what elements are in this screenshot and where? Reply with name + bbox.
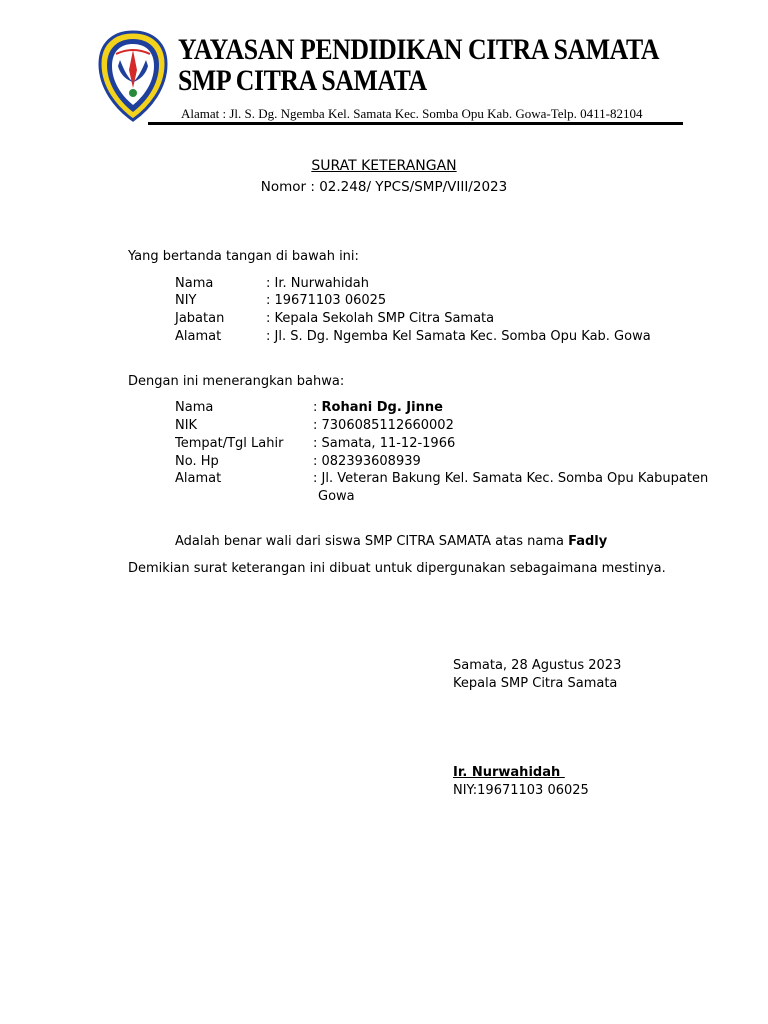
school-name: SMP CITRA SAMATA: [178, 64, 427, 97]
intro-text: Yang bertanda tangan di bawah ini:: [128, 249, 359, 264]
subject-birth-value: : Samata, 11-12-1966: [313, 436, 456, 451]
subject-nik-value: : 7306085112660002: [313, 418, 454, 433]
foundation-name: YAYASAN PENDIDIKAN CITRA SAMATA: [178, 33, 660, 66]
guardian-statement-text: Adalah benar wali dari siswa SMP CITRA SAMATA atas nama: [175, 534, 569, 549]
letter-title-text: SURAT KETERANGAN: [311, 158, 457, 174]
subject-name-colon: :: [313, 400, 322, 415]
signer-title: Kepala SMP Citra Samata: [453, 676, 618, 691]
signer-address-value: : Jl. S. Dg. Ngemba Kel Samata Kec. Somba Opu Kab. Gowa: [266, 329, 651, 344]
guardian-statement: [175, 533, 607, 551]
subject-address-value: : Jl. Veteran Bakung Kel. Samata Kec. Somba Opu Kabupaten: [313, 471, 709, 486]
student-name: Fadly: [568, 534, 608, 549]
subject-birth-label: Tempat/Tgl Lahir: [175, 436, 284, 451]
subject-address-label: Alamat: [175, 471, 222, 486]
subject-name-label: Nama: [175, 400, 214, 415]
subject-nik-label: NIK: [175, 418, 198, 433]
school-address: Alamat : Jl. S. Dg. Ngemba Kel. Samata Kec. Somba Opu Kab. Gowa-Telp. 0411-82104: [181, 106, 643, 121]
place-date: Samata, 28 Agustus 2023: [453, 658, 622, 673]
subject-phone-value: : 082393608939: [313, 454, 421, 469]
subject-name-value: [313, 399, 443, 417]
subject-name-text: Rohani Dg. Jinne: [321, 400, 443, 415]
letter-title: [0, 157, 768, 175]
signer-name-label: Nama: [175, 276, 214, 291]
subject-phone-label: No. Hp: [175, 454, 219, 469]
letter-number: Nomor : 02.248/ YPCS/SMP/VIII/2023: [260, 179, 508, 195]
signer-name-value: : Ir. Nurwahidah: [266, 276, 369, 291]
subject-address-value-cont: Gowa: [318, 489, 355, 504]
signer-address-label: Alamat: [175, 329, 222, 344]
signer-signature-name: Ir. Nurwahidah: [453, 765, 565, 780]
signer-niy: NIY:19671103 06025: [453, 783, 589, 798]
signer-position-value: : Kepala Sekolah SMP Citra Samata: [266, 311, 495, 326]
signer-niy-label: NIY: [175, 293, 197, 308]
closing-text: Demikian surat keterangan ini dibuat untuk dipergunakan sebagaimana mestinya.: [128, 561, 666, 576]
signer-niy-value: : 19671103 06025: [266, 293, 387, 308]
statement-text: Dengan ini menerangkan bahwa:: [128, 374, 345, 389]
school-logo-icon: [98, 30, 168, 122]
header-divider: [148, 122, 683, 125]
signer-position-label: Jabatan: [175, 311, 225, 326]
